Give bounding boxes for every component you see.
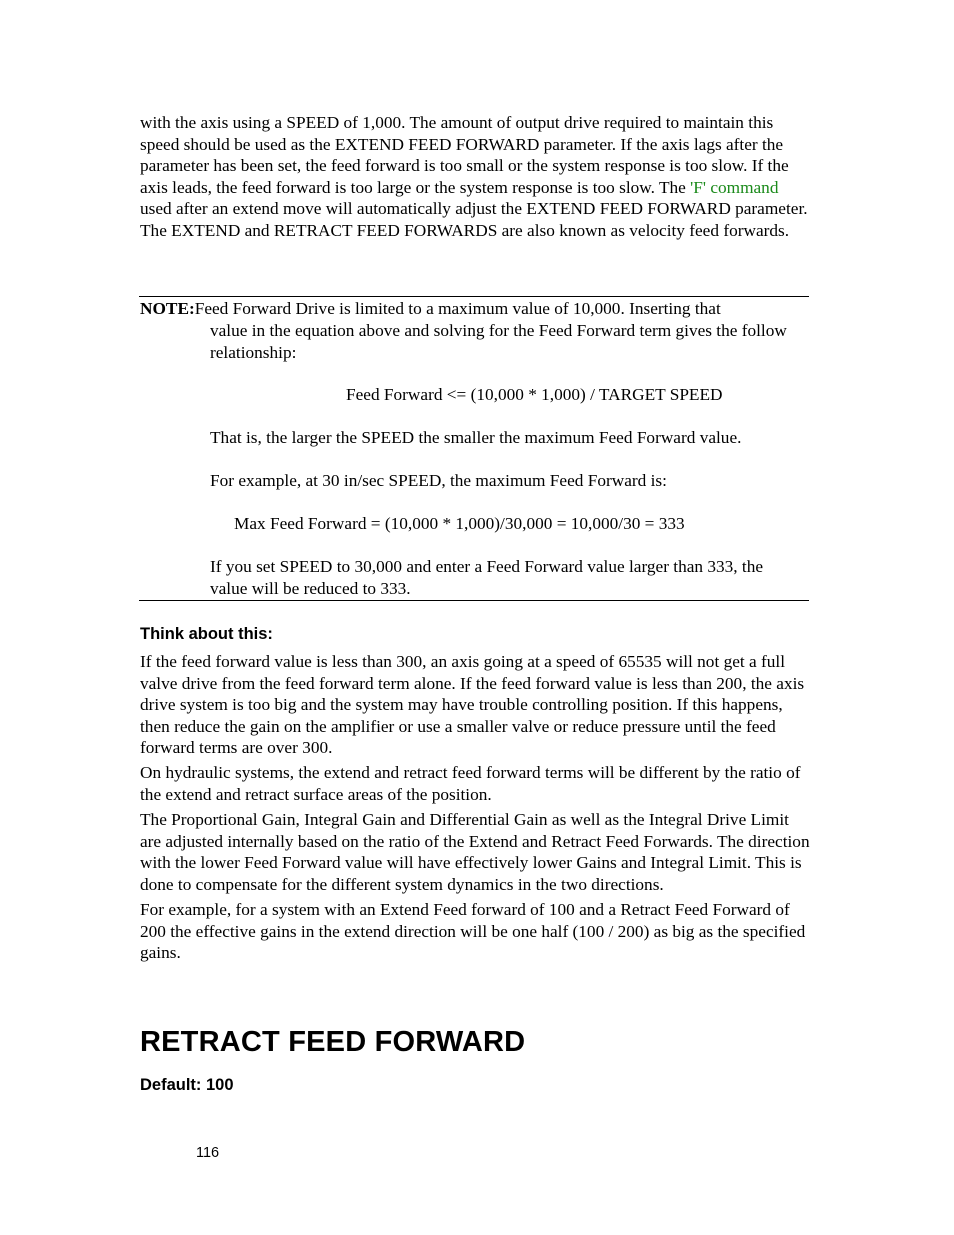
intro-text-end: used after an extend move will automatically adjust the EXTEND FEED FORWARD parameter. The EXTEND and RETRACT FEED FORWARDS are also known as velocity feed forwards. xyxy=(140,199,808,240)
feed-forward-equation: Feed Forward <= (10,000 * 1,000) / TARGET SPEED xyxy=(346,385,723,404)
max-feed-forward-equation: Max Feed Forward = (10,000 * 1,000)/30,000 = 10,000/30 = 333 xyxy=(234,514,685,533)
note-example: For example, at 30 in/sec SPEED, the maximum Feed Forward is: xyxy=(210,471,667,490)
note-first-line xyxy=(140,298,721,320)
think-heading: Think about this: xyxy=(140,625,273,643)
intro-text-start: with the axis using a SPEED of 1,000. The amount of output drive required to maintain this speed should be used as the EXTEND FEED FORWARD parameter. If the axis lags after the parameter has been set, the feed forward is too small or the system response is too slow. If the axis leads, the feed forward is too large or the system response is too slow. The xyxy=(140,113,789,197)
think-paragraph: The Proportional Gain, Integral Gain and Differential Gain as well as the Integral Drive Limit are adjusted internally based on the ratio of the Extend and Retract Feed Forwards. The direction with the lower Feed Forward value will have effectively lower Gains and Integral Limit. This is done to compensate for the different system dynamics in the two directions. xyxy=(140,810,810,894)
think-paragraph: On hydraulic systems, the extend and retract feed forward terms will be different by the ratio of the extend and retract surface areas of the position. xyxy=(140,763,801,805)
default-value: Default: 100 xyxy=(140,1076,234,1094)
think-paragraph: If the feed forward value is less than 300, an axis going at a speed of 65535 will not get a full valve drive from the feed forward term alone. If the feed forward value is less than 200, the axis drive system is too big and the system may have trouble controlling position. If this happens, then reduce the gain on the amplifier or use a smaller valve or reduce pressure until the feed forward terms are over 300. xyxy=(140,652,805,758)
page-number: 116 xyxy=(196,1145,220,1161)
think-paragraph: For example, for a system with an Extend Feed forward of 100 and a Retract Feed Forward of 200 the effective gains in the extend direction will be one half (100 / 200) as big as the specified gains. xyxy=(140,900,806,963)
note-first-text: Feed Forward Drive is limited to a maximum value of 10,000. Inserting that xyxy=(194,299,721,318)
intro-paragraph xyxy=(140,112,812,242)
think-paragraphs xyxy=(140,651,812,967)
section-title: RETRACT FEED FORWARD xyxy=(140,1026,526,1058)
note-label: NOTE: xyxy=(140,299,195,318)
f-command-link[interactable]: 'F' command xyxy=(690,177,779,197)
intro-text xyxy=(140,112,812,242)
note-box xyxy=(139,296,809,601)
note-larger-speed: That is, the larger the SPEED the smaller the maximum Feed Forward value. xyxy=(210,428,742,447)
note-set-speed: If you set SPEED to 30,000 and enter a Feed Forward value larger than 333, the value will be reduced to 333. xyxy=(210,557,764,598)
note-continuation: value in the equation above and solving for the Feed Forward term gives the follow relationship: xyxy=(210,321,787,362)
